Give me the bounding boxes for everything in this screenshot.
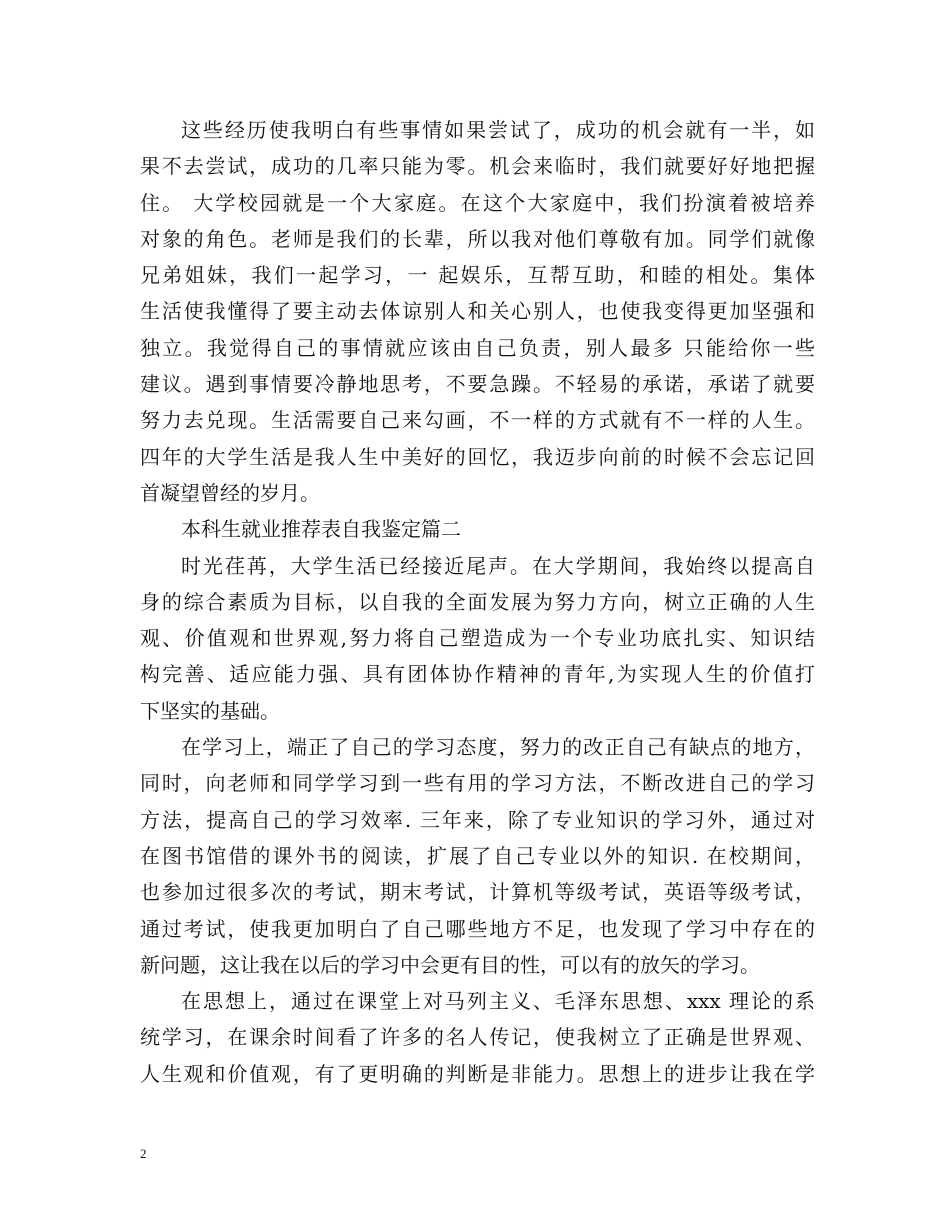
text-line: 在学习上，端正了自己的学习态度，努力的改正自己有缺点的地方， (181, 735, 815, 760)
text-line: 构完善、适应能力强、具有团体协作精神的青年,为实现人生的价值打 (140, 662, 815, 687)
text-line: 人生观和价值观，有了更明确的判断是非能力。思想上的进步让我在学 (140, 1061, 815, 1086)
text-line: 观、价值观和世界观,努力将自己塑造成为一个专业功底扎实、知识结 (140, 626, 815, 651)
text-line: 首凝望曾经的岁月。 (140, 480, 320, 505)
text-line: 住。 大学校园就是一个大家庭。在这个大家庭中，我们扮演着被培养 (140, 190, 815, 215)
text-line: 也参加过很多次的考试，期末考试，计算机等级考试，英语等级考试， (140, 880, 815, 905)
text-line: 果不去尝试，成功的几率只能为零。机会来临时，我们就要好好地把握 (140, 154, 815, 179)
text-line: 时光荏苒，大学生活已经接近尾声。在大学期间，我始终以提高自 (181, 553, 815, 578)
text-line: 下坚实的基础。 (140, 698, 280, 723)
text-line: 在图书馆借的课外书的阅读，扩展了自己专业以外的知识. 在校期间， (140, 843, 815, 868)
page-number: 2 (140, 1146, 147, 1161)
text-line: 这些经历使我明白有些事情如果尝试了，成功的机会就有一半，如 (181, 118, 815, 142)
text-line: 独立。我觉得自己的事情就应该由自己负责，别人最多 只能给你一些 (140, 335, 815, 360)
text-line: 四年的大学生活是我人生中美好的回忆，我迈步向前的时候不会忘记回 (140, 444, 815, 469)
text-line: 新问题，这让我在以后的学习中会更有目的性，可以有的放矢的学习。 (140, 952, 760, 977)
text-line: 同时，向老师和同学学习到一些有用的学习方法，不断改进自己的学习 (140, 771, 815, 796)
text-line: 建议。遇到事情要冷静地思考，不要急躁。不轻易的承诺，承诺了就要 (140, 372, 815, 397)
text-line: 兄弟姐妹，我们一起学习，一 起娱乐，互帮互助，和睦的相处。集体 (140, 263, 815, 288)
text-line: 方法，提高自己的学习效率. 三年来，除了专业知识的学习外，通过对 (140, 807, 815, 832)
text-line: 身的综合素质为目标，以自我的全面发展为努力方向，树立正确的人生 (140, 589, 815, 614)
text-line: 生活使我懂得了要主动去体谅别人和关心别人，也使我变得更加坚强和 (140, 299, 815, 324)
text-line: 本科生就业推荐表自我鉴定篇二 (181, 517, 461, 542)
text-line: 在思想上，通过在课堂上对马列主义、毛泽东思想、xxx 理论的系 (181, 989, 815, 1014)
text-line: 努力去兑现。生活需要自己来勾画，不一样的方式就有不一样的人生。 (140, 408, 815, 433)
document-body (140, 112, 815, 1092)
text-line: 对象的角色。老师是我们的长辈，所以我对他们尊敬有加。同学们就像 (140, 226, 815, 251)
text-line: 统学习，在课余时间看了许多的名人传记，使我树立了正确是世界观、 (140, 1025, 815, 1050)
text-line: 通过考试，使我更加明白了自己哪些地方不足，也发现了学习中存在的 (140, 916, 815, 941)
